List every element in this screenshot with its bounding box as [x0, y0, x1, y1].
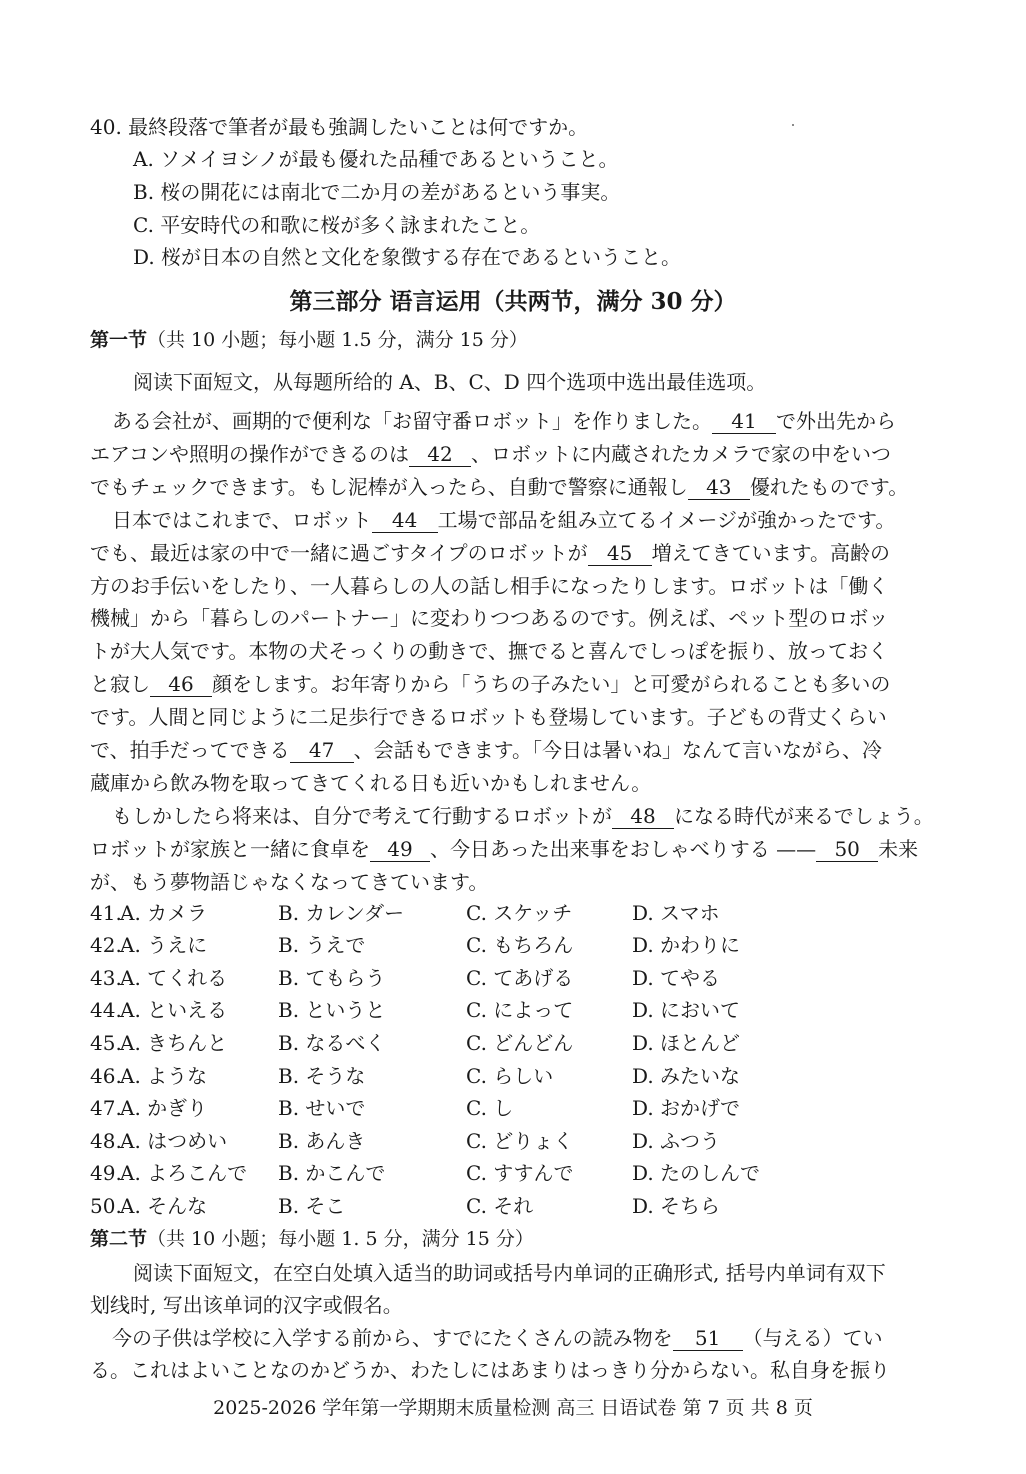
passage1-line-3: でもチェックできます。もし泥棒が入ったら、自動で警察に通報し 43 優れたものです。	[90, 475, 909, 499]
section1-header	[90, 324, 528, 356]
blank-42: 42	[409, 442, 471, 467]
passage1-line-10: です。人間と同じように二足歩行できるロボットも登場しています。子どもの背丈くらい	[90, 705, 887, 729]
stray-dot	[792, 124, 794, 126]
choice-row-48: 48. A. はつめい B. あんき C. どりょく D. ふつう	[90, 1129, 721, 1153]
passage1-line-14: ロボットが家族と一緒に食卓を 49 、今日あった出来事をおしゃべりする —— 50 未来	[90, 837, 919, 861]
passage1-line-12: 蔵庫から飲み物を取ってきてくれる日も近いかもしれません。	[90, 771, 652, 795]
blank-44: 44	[372, 508, 438, 533]
choice-row-46: 46. A. ような B. そうな C. らしい D. みたいな	[90, 1064, 741, 1088]
section2-label: 第二节	[90, 1228, 148, 1250]
question-40-option-b: B. 桜の開花には南北で二か月の差があるという事実。	[133, 180, 621, 204]
section2-instruction-2: 划线时, 写出该单词的汉字或假名。	[90, 1293, 403, 1317]
page-footer: 2025-2026 学年第一学期期末质量检测 高三 日语试卷 第 7 页 共 8 页	[213, 1397, 813, 1419]
choice-row-41: 41. A. カメラ B. カレンダー C. スケッチ D. スマホ	[90, 901, 720, 925]
passage1-line-8: トが大人気です。本物の犬そっくりの動きで、撫でると喜んでしっぽを振り、放っておく	[90, 639, 888, 663]
passage1-line-2: エアコンや照明の操作ができるのは 42 、ロボットに内蔵されたカメラで家の中をいつ	[90, 442, 891, 466]
question-40-stem: 40. 最終段落で筆者が最も強調したいことは何ですか。	[90, 115, 589, 139]
passage1-line-15: が、もう夢物語じゃなくなってきています。	[90, 870, 489, 894]
choice-row-50: 50. A. そんな B. そこ C. それ D. そちら	[90, 1194, 721, 1218]
passage1-line-6: 方のお手伝いをしたり、一人暮らしの人の話し相手になったりします。ロボットは「働く	[90, 574, 889, 598]
passage1-line-11: で、拍手だってできる 47 、会話もできます。「今日は暑いね」なんて言いながら、冷	[90, 738, 883, 762]
choice-row-44: 44. A. といえる B. というと C. によって D. において	[90, 998, 741, 1022]
question-40-option-a: A. ソメイヨシノが最も優れた品種であるということ。	[133, 147, 619, 171]
passage1-line-1: ある会社が、画期的で便利な「お留守番ロボット」を作りました。 41 で外出先から	[112, 409, 896, 433]
blank-50: 50	[816, 837, 878, 862]
blank-51: 51	[673, 1326, 743, 1351]
question-40-option-c: C. 平安時代の和歌に桜が多く詠まれたこと。	[133, 213, 541, 237]
choice-row-47: 47. A. かぎり B. せいで C. し D. おかげで	[90, 1096, 741, 1120]
passage2-line-1: 今の子供は学校に入学する前から、すでにたくさんの読み物を 51 （与える）てい	[112, 1326, 883, 1350]
part3-title: 第三部分 语言运用（共两节，满分 30 分）	[289, 288, 737, 315]
blank-48: 48	[612, 804, 674, 829]
choice-row-43: 43. A. てくれる B. てもらう C. てあげる D. てやる	[90, 966, 721, 990]
passage1-line-4: 日本ではこれまで、ロボット 44 工場で部品を組み立てるイメージが強かったです。	[112, 508, 896, 532]
section1-label: 第一节	[90, 329, 148, 351]
question-40-option-d: D. 桜が日本の自然と文化を象徴する存在であるということ。	[133, 245, 682, 269]
section2-instruction-1: 阅读下面短文，在空白处填入适当的助词或括号内单词的正确形式, 括号内单词有双下	[133, 1261, 886, 1285]
section1-info: （共 10 小题；每小题 1.5 分，满分 15 分）	[147, 329, 528, 351]
section2-info: （共 10 小题；每小题 1. 5 分，满分 15 分）	[147, 1228, 534, 1250]
passage1-line-5: でも、最近は家の中で一緒に過ごすタイプのロボットが 45 増えてきています。高齢の	[90, 541, 891, 565]
blank-43: 43	[688, 475, 750, 500]
blank-41: 41	[712, 409, 776, 434]
section1-instruction: 阅读下面短文，从每题所给的 A、B、C、D 四个选项中选出最佳选项。	[133, 370, 767, 394]
choice-row-45: 45. A. きちんと B. なるべく C. どんどん D. ほとんど	[90, 1031, 741, 1055]
section2-header	[90, 1223, 534, 1255]
passage1-line-13: もしかしたら将来は、自分で考えて行動するロボットが 48 になる時代が来るでしょう。	[112, 804, 934, 828]
blank-45: 45	[588, 541, 652, 566]
blank-47: 47	[290, 738, 354, 763]
blank-49: 49	[370, 837, 430, 862]
choice-row-49: 49. A. よろこんで B. かこんで C. すすんで D. たのしんで	[90, 1161, 761, 1185]
passage1-line-9: と寂し 46 顔をします。お年寄りから「うちの子みたい」と可愛がられることも多いの	[90, 672, 891, 696]
blank-46: 46	[150, 672, 212, 697]
passage2-line-2: る。これはよいことなのかどうか、わたしにはあまりはっきり分からない。私自身を振り	[90, 1358, 890, 1382]
choice-row-42: 42. A. うえに B. うえで C. もちろん D. かわりに	[90, 933, 741, 957]
passage1-line-7: 機械」から「暮らしのパートナー」に変わりつつあるのです。例えば、ペット型のロボッ	[90, 606, 889, 630]
